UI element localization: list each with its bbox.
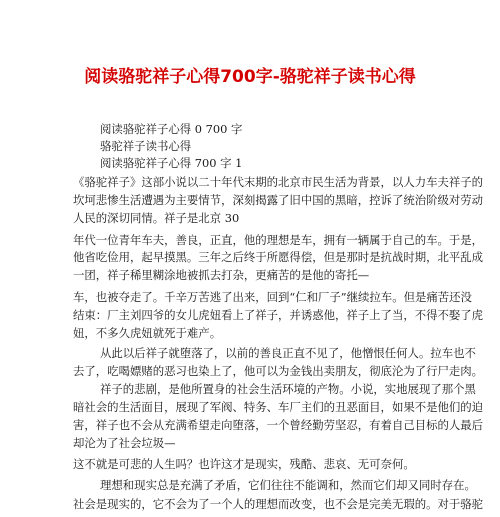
text-line: 阅读骆驼祥子心得 700 字 1: [100, 156, 243, 170]
text-line: 年代一位青年车夫，善良，正直，他的理想是车，拥有一辆属于自己的车。于是，: [73, 233, 484, 247]
page-title: 阅读骆驼祥子心得700字-骆驼祥子读书心得: [84, 67, 416, 87]
text-line: 祥子的悲剧，是他所置身的社会生活环境的产物。小说，实地展现了那个黑: [100, 382, 476, 396]
text-line: 一团，祥子稀里糊涂地被抓去打杂，更痛苦的是他的寄托—: [73, 268, 370, 282]
text-line: 阅读骆驼祥子心得 0 700 字: [100, 122, 243, 136]
text-line: 从此以后祥子就堕落了，以前的善良正直不见了，他憎恨任何人。拉车也不: [100, 346, 476, 360]
text-line: 这不就是可悲的人生吗？也许这才是现实，残酷、悲哀、无可奈何。: [73, 457, 415, 471]
text-line: 车，也被夺走了。千辛万苦逃了出来，回到“仁和厂子”继续拉车。但是痛苦还没: [73, 290, 472, 304]
text-line: 理想和现实总是充满了矛盾，它们往往不能调和，然而它们却又同时存在。: [100, 478, 476, 492]
text-line: 却沦为了社会垃圾—: [73, 436, 176, 450]
text-line: 害，祥子也不会从充满希望走向堕落，一个曾经勤劳坚忍，有着自己目标的人最后: [73, 418, 484, 432]
text-line: 骆驼祥子读书心得: [100, 139, 192, 153]
text-line: 去了，吃喝嫖赌的恶习也染上了，他可以为金钱出卖朋友，彻底沦为了行尸走肉。: [73, 364, 484, 378]
text-line: 他省吃俭用，起早摸黑。三年之后终于所愿得偿，但是那时是抗战时期，北平乱成: [73, 250, 484, 264]
text-line: 人民的深切同情。祥子是北京 30: [73, 211, 240, 225]
text-line: 坎坷悲惨生活遭遇为主要情节，深刻揭露了旧中国的黑暗，控诉了统治阶级对劳动: [73, 193, 484, 207]
text-line: 结束：厂主刘四爷的女儿虎妞看上了祥子，并诱惑他，祥子上了当，不得不娶了虎: [73, 308, 484, 322]
text-line: 社会是现实的，它不会为了一个人的理想而改变，也不会是完美无瑕的。对于骆驼: [73, 497, 484, 511]
text-line: 妞，不多久虎妞就死于难产。: [73, 326, 222, 340]
text-line: 暗社会的生活面目，展现了军阀、特务、车厂主们的丑恶面目，如果不是他们的迫: [73, 400, 484, 414]
text-line: 《骆驼祥子》这部小说以二十年代末期的北京市民生活为背景，以人力车夫祥子的: [73, 175, 484, 189]
